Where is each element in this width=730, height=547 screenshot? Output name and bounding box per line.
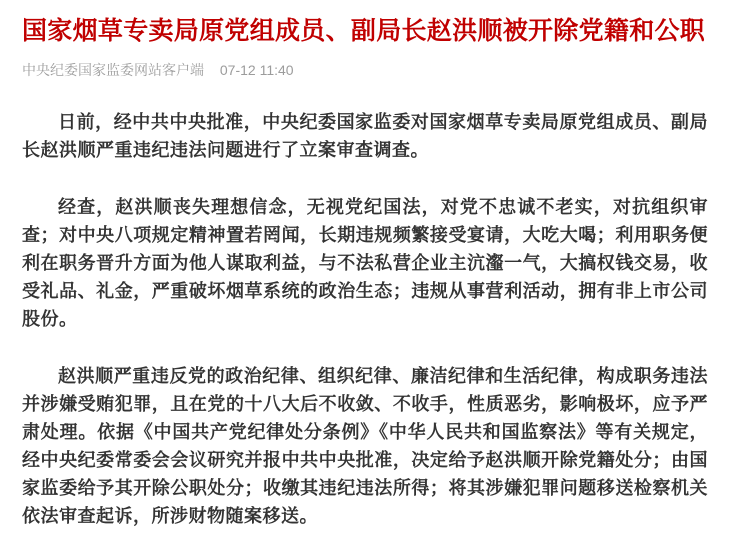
article-meta: [22, 61, 708, 79]
article-paragraph: 日前，经中共中央批准，中央纪委国家监委对国家烟草专卖局原党组成员、副局长赵洪顺严重违纪违法问题进行了立案审查调查。: [22, 112, 708, 160]
article-paragraph: 赵洪顺严重违反党的政治纪律、组织纪律、廉洁纪律和生活纪律，构成职务违法并涉嫌受贿犯罪，且在党的十八大后不收敛、不收手，性质恶劣，影响极坏，应予严肃处理。依据《中国共产党纪律处分条例》《中华人民共和国监察法》等有关规定，经中央纪委常委会会议研究并报中共中央批准，决定给予赵洪顺开除党籍处分；由国家监委给予其开除公职处分；收缴其违纪违法所得；将其涉嫌犯罪问题移送检察机关依法审查起诉，所涉财物随案移送。: [22, 366, 708, 526]
article-title: 国家烟草专卖局原党组成员、副局长赵洪顺被开除党籍和公职: [22, 17, 706, 45]
article-source: 中央纪委国家监委网站客户端: [22, 62, 204, 78]
article-body: [22, 108, 708, 530]
article-paragraph: 经查，赵洪顺丧失理想信念，无视党纪国法，对党不忠诚不老实，对抗组织审查；对中央八项规定精神置若罔闻，长期违规频繁接受宴请，大吃大喝；利用职务便利在职务晋升方面为他人谋取利益，与不法私营企业主沆瀣一气，大搞权钱交易，收受礼品、礼金，严重破坏烟草系统的政治生态；违规从事营利活动，拥有非上市公司股份。: [22, 197, 708, 329]
article-timestamp: 07-12 11:40: [219, 62, 294, 78]
